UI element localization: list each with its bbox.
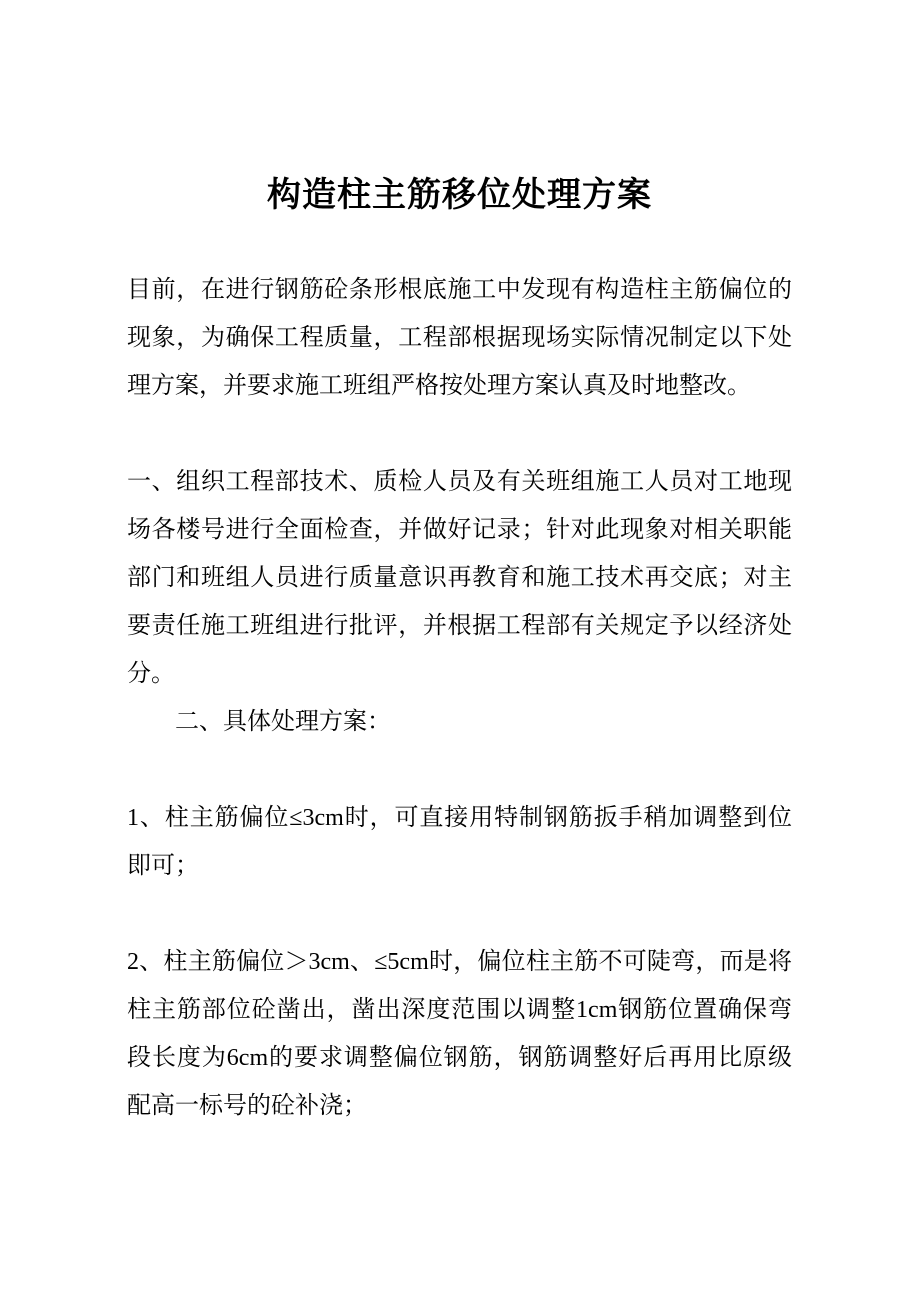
paragraph-subitem-1: 1、柱主筋偏位≤3cm时，可直接用特制钢筋扳手稍加调整到位即可； bbox=[127, 805, 792, 879]
paragraph-subitem-2: 2、柱主筋偏位＞3cm、≤5cm时，偏位柱主筋不可陡弯，而是将柱主筋部位砼凿出，凿出深度范围以调整1cm钢筋位置确保弯段长度为6cm的要求调整偏位钢筋，钢筋调整好后再用比原级配高一标号的砼补浇； bbox=[127, 949, 792, 1119]
paragraph-item-2-heading: 二、具体处理方案： bbox=[175, 709, 391, 735]
paragraph-item-1: 一、组织工程部技术、质检人员及有关班组施工人员对工地现场各楼号进行全面检查，并做好记录；针对此现象对相关职能部门和班组人员进行质量意识再教育和施工技术再交底；对主要责任施工班组进行批评，并根据工程部有关规定予以经济处分。 bbox=[127, 469, 792, 687]
document-title: 构造柱主筋移位处理方案 bbox=[267, 177, 652, 214]
paragraph-intro: 目前，在进行钢筋砼条形根底施工中发现有构造柱主筋偏位的现象，为确保工程质量，工程部根据现场实际情况制定以下处理方案，并要求施工班组严格按处理方案认真及时地整改。 bbox=[127, 277, 792, 399]
